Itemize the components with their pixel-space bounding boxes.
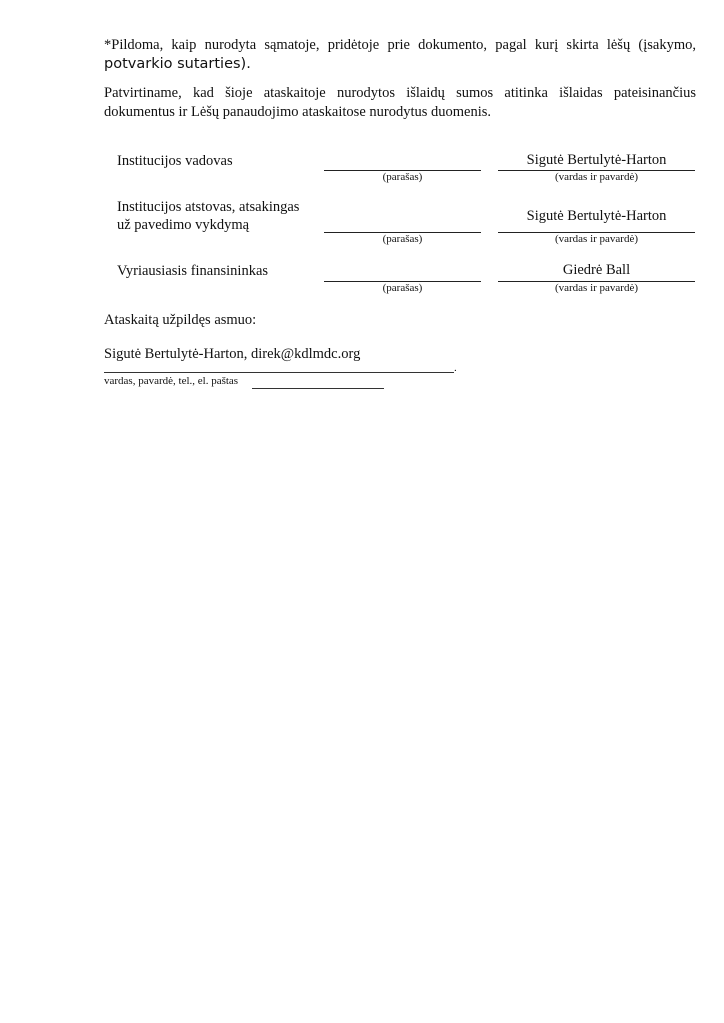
filler-end-mark: . [454, 362, 457, 374]
confirmation-line: dokumentus ir Lėšų panaudojimo ataskaitose nurodytus duomenis. [104, 104, 492, 120]
filler-caption: vardas, pavardė, tel., el. paštas [104, 375, 239, 387]
filler-caption-underline [252, 388, 384, 389]
role-label: Vyriausiasis finansininkas [117, 263, 269, 279]
role-label-line2: už pavedimo vykdymą [117, 217, 250, 233]
footnote-line: *Pildoma, kaip nurodyta sąmatoje, pridėtoje prie dokumento, pagal kurį skirta lėšų (įsakymo, [104, 37, 696, 53]
filler-label: Ataskaitą užpildęs asmuo: [104, 312, 257, 328]
signatory-name: Giedrė Ball [562, 262, 631, 278]
footnote-line: potvarkio sutarties). [104, 56, 251, 72]
filler-value: Sigutė Bertulytė-Harton, direk@kdlmdc.org [104, 346, 361, 362]
signatory-name: Sigutė Bertulytė-Harton [526, 208, 667, 224]
signatory-name: Sigutė Bertulytė-Harton [526, 152, 667, 168]
filler-underline [104, 372, 454, 373]
footnote-paragraph [104, 36, 696, 74]
name-caption: (vardas ir pavardė) [554, 171, 639, 183]
signature-caption: (parašas) [382, 233, 423, 245]
role-label [117, 198, 299, 234]
role-label: Institucijos vadovas [117, 153, 233, 169]
signature-caption: (parašas) [382, 171, 423, 183]
signature-caption: (parašas) [382, 282, 423, 294]
confirmation-line: Patvirtiname, kad šioje ataskaitoje nurodytos išlaidų sumos atitinka išlaidas pateisinančius [104, 85, 696, 101]
role-label-line1: Institucijos atstovas, atsakingas [117, 199, 300, 215]
name-caption: (vardas ir pavardė) [554, 282, 639, 294]
name-caption: (vardas ir pavardė) [554, 233, 639, 245]
confirmation-paragraph [104, 84, 696, 122]
